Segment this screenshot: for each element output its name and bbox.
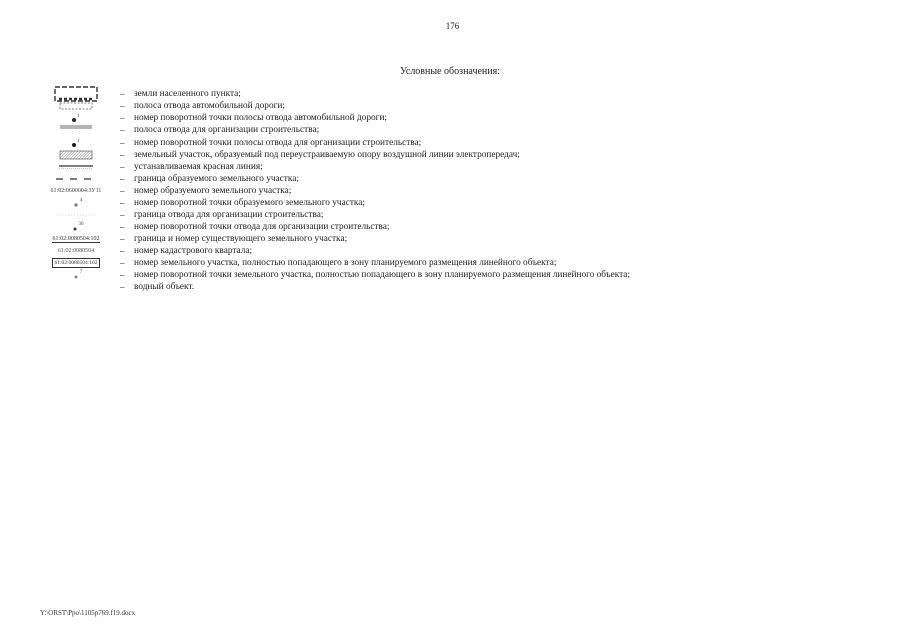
legend-item-text: номер поворотной точки земельного участка, полностью попадающего в зону планируемого размещения линейного объекта;	[134, 270, 631, 280]
parcel-number-label-text: 61:02:0600004:ЗУ11	[50, 188, 102, 194]
legend-dash: –	[120, 210, 125, 220]
legend-dash: –	[120, 174, 125, 184]
legend-dash: –	[120, 113, 125, 123]
legend-dash: –	[120, 88, 125, 99]
allotment-turning-point-icon	[40, 221, 112, 233]
legend-item-text: номер поворотной точки образуемого земельного участка;	[134, 198, 365, 208]
legend-dash: –	[120, 258, 125, 268]
legend-item	[40, 281, 840, 293]
legend-item-text: номер образуемого земельного участка;	[134, 186, 292, 196]
legend-item	[40, 136, 840, 149]
legend-item	[40, 87, 840, 100]
parcel-turning-point-icon	[40, 197, 112, 209]
legend-item-text: номер поворотной точки отвода для организации строительства;	[134, 222, 390, 232]
legend-item	[40, 185, 840, 197]
legend-item	[40, 233, 840, 245]
legend-item	[40, 209, 840, 221]
legend-item	[40, 245, 840, 257]
legend-item	[40, 149, 840, 161]
parcel-number-label	[40, 185, 112, 197]
legend-item-text: земли населенного пункта;	[134, 88, 241, 99]
legend-dash: –	[120, 150, 125, 160]
settlement-lands-icon	[40, 88, 112, 100]
construction-strip-icon	[40, 124, 112, 136]
zone-turning-point-label: 7	[79, 270, 83, 275]
legend-item	[40, 161, 840, 173]
legend-item	[40, 197, 840, 209]
legend-dash: –	[120, 186, 125, 196]
allotment-turning-point-label: 30	[78, 222, 84, 227]
legend-item	[40, 100, 840, 112]
legend-item-text: номер поворотной точки полосы отвода автомобильной дороги;	[134, 113, 388, 123]
legend-dash: –	[120, 246, 125, 256]
legend-item-text: устанавливаемая красная линия;	[134, 162, 263, 172]
legend-item-text: полоса отвода для организации строительства;	[134, 125, 320, 135]
existing-parcel-label-text: 61:02:0080504:102	[52, 235, 100, 242]
legend-dash: –	[120, 222, 125, 232]
cadastral-quarter-label-text: 61:02:0080504	[57, 248, 95, 254]
legend-item-text: граница образуемого земельного участка;	[134, 174, 299, 184]
road-turning-point-icon	[40, 112, 112, 124]
legend-dash: –	[120, 137, 125, 148]
legend-dash: –	[120, 198, 125, 208]
legend-item-text: земельный участок, образуемый под переустраиваемую опору воздушной линии электропередач;	[134, 150, 520, 160]
svg-text:1: 1	[77, 138, 80, 144]
legend-dash: –	[120, 101, 125, 111]
legend-dash: –	[120, 234, 125, 244]
page-number: 176	[445, 21, 460, 31]
legend-item-text: полоса отвода автомобильной дороги;	[134, 101, 285, 111]
boxed-parcel-label-text: 61:02:0080504:102	[54, 260, 98, 266]
legend-item-text: номер поворотной точки полосы отвода для организации строительства;	[134, 137, 422, 148]
legend-dash: –	[120, 125, 125, 135]
legend-item-text: граница и номер существующего земельного участка;	[134, 234, 348, 244]
zone-turning-point-icon	[40, 269, 112, 281]
legend-list	[40, 87, 840, 293]
legend-dash: –	[120, 162, 125, 172]
dashed-boundary-icon	[40, 173, 112, 185]
red-line-icon	[40, 161, 112, 173]
existing-parcel-label	[40, 233, 112, 245]
legend-item-text: номер кадастрового квартала;	[134, 246, 253, 256]
construction-turning-point-icon	[40, 137, 112, 149]
legend-dash: –	[120, 270, 125, 280]
road-strip-icon	[40, 100, 112, 112]
legend-item	[40, 124, 840, 136]
cadastral-quarter-label	[40, 245, 112, 257]
boxed-parcel-label	[40, 257, 112, 269]
legend-item-text: номер земельного участка, полностью попадающего в зону планируемого размещения линейного объекта;	[134, 258, 557, 268]
hatched-parcel-icon	[40, 149, 112, 161]
legend-item	[40, 269, 840, 281]
legend-title: Условные обозначения:	[400, 66, 501, 77]
legend-item-text: водный объект.	[134, 282, 195, 292]
legend-item	[40, 221, 840, 233]
document-path-footer: Y:\ORST\Ppo\1105p769.f19.docx	[40, 609, 136, 617]
parcel-turning-point-label: 4	[79, 198, 83, 203]
legend-item	[40, 173, 840, 185]
svg-text:1: 1	[77, 114, 80, 119]
legend-item	[40, 112, 840, 124]
legend-dash: –	[120, 282, 125, 292]
construction-boundary-icon	[40, 209, 112, 221]
legend-item	[40, 257, 840, 269]
water-body-icon	[40, 281, 112, 293]
legend-item-text: граница отвода для организации строительства;	[134, 210, 324, 220]
